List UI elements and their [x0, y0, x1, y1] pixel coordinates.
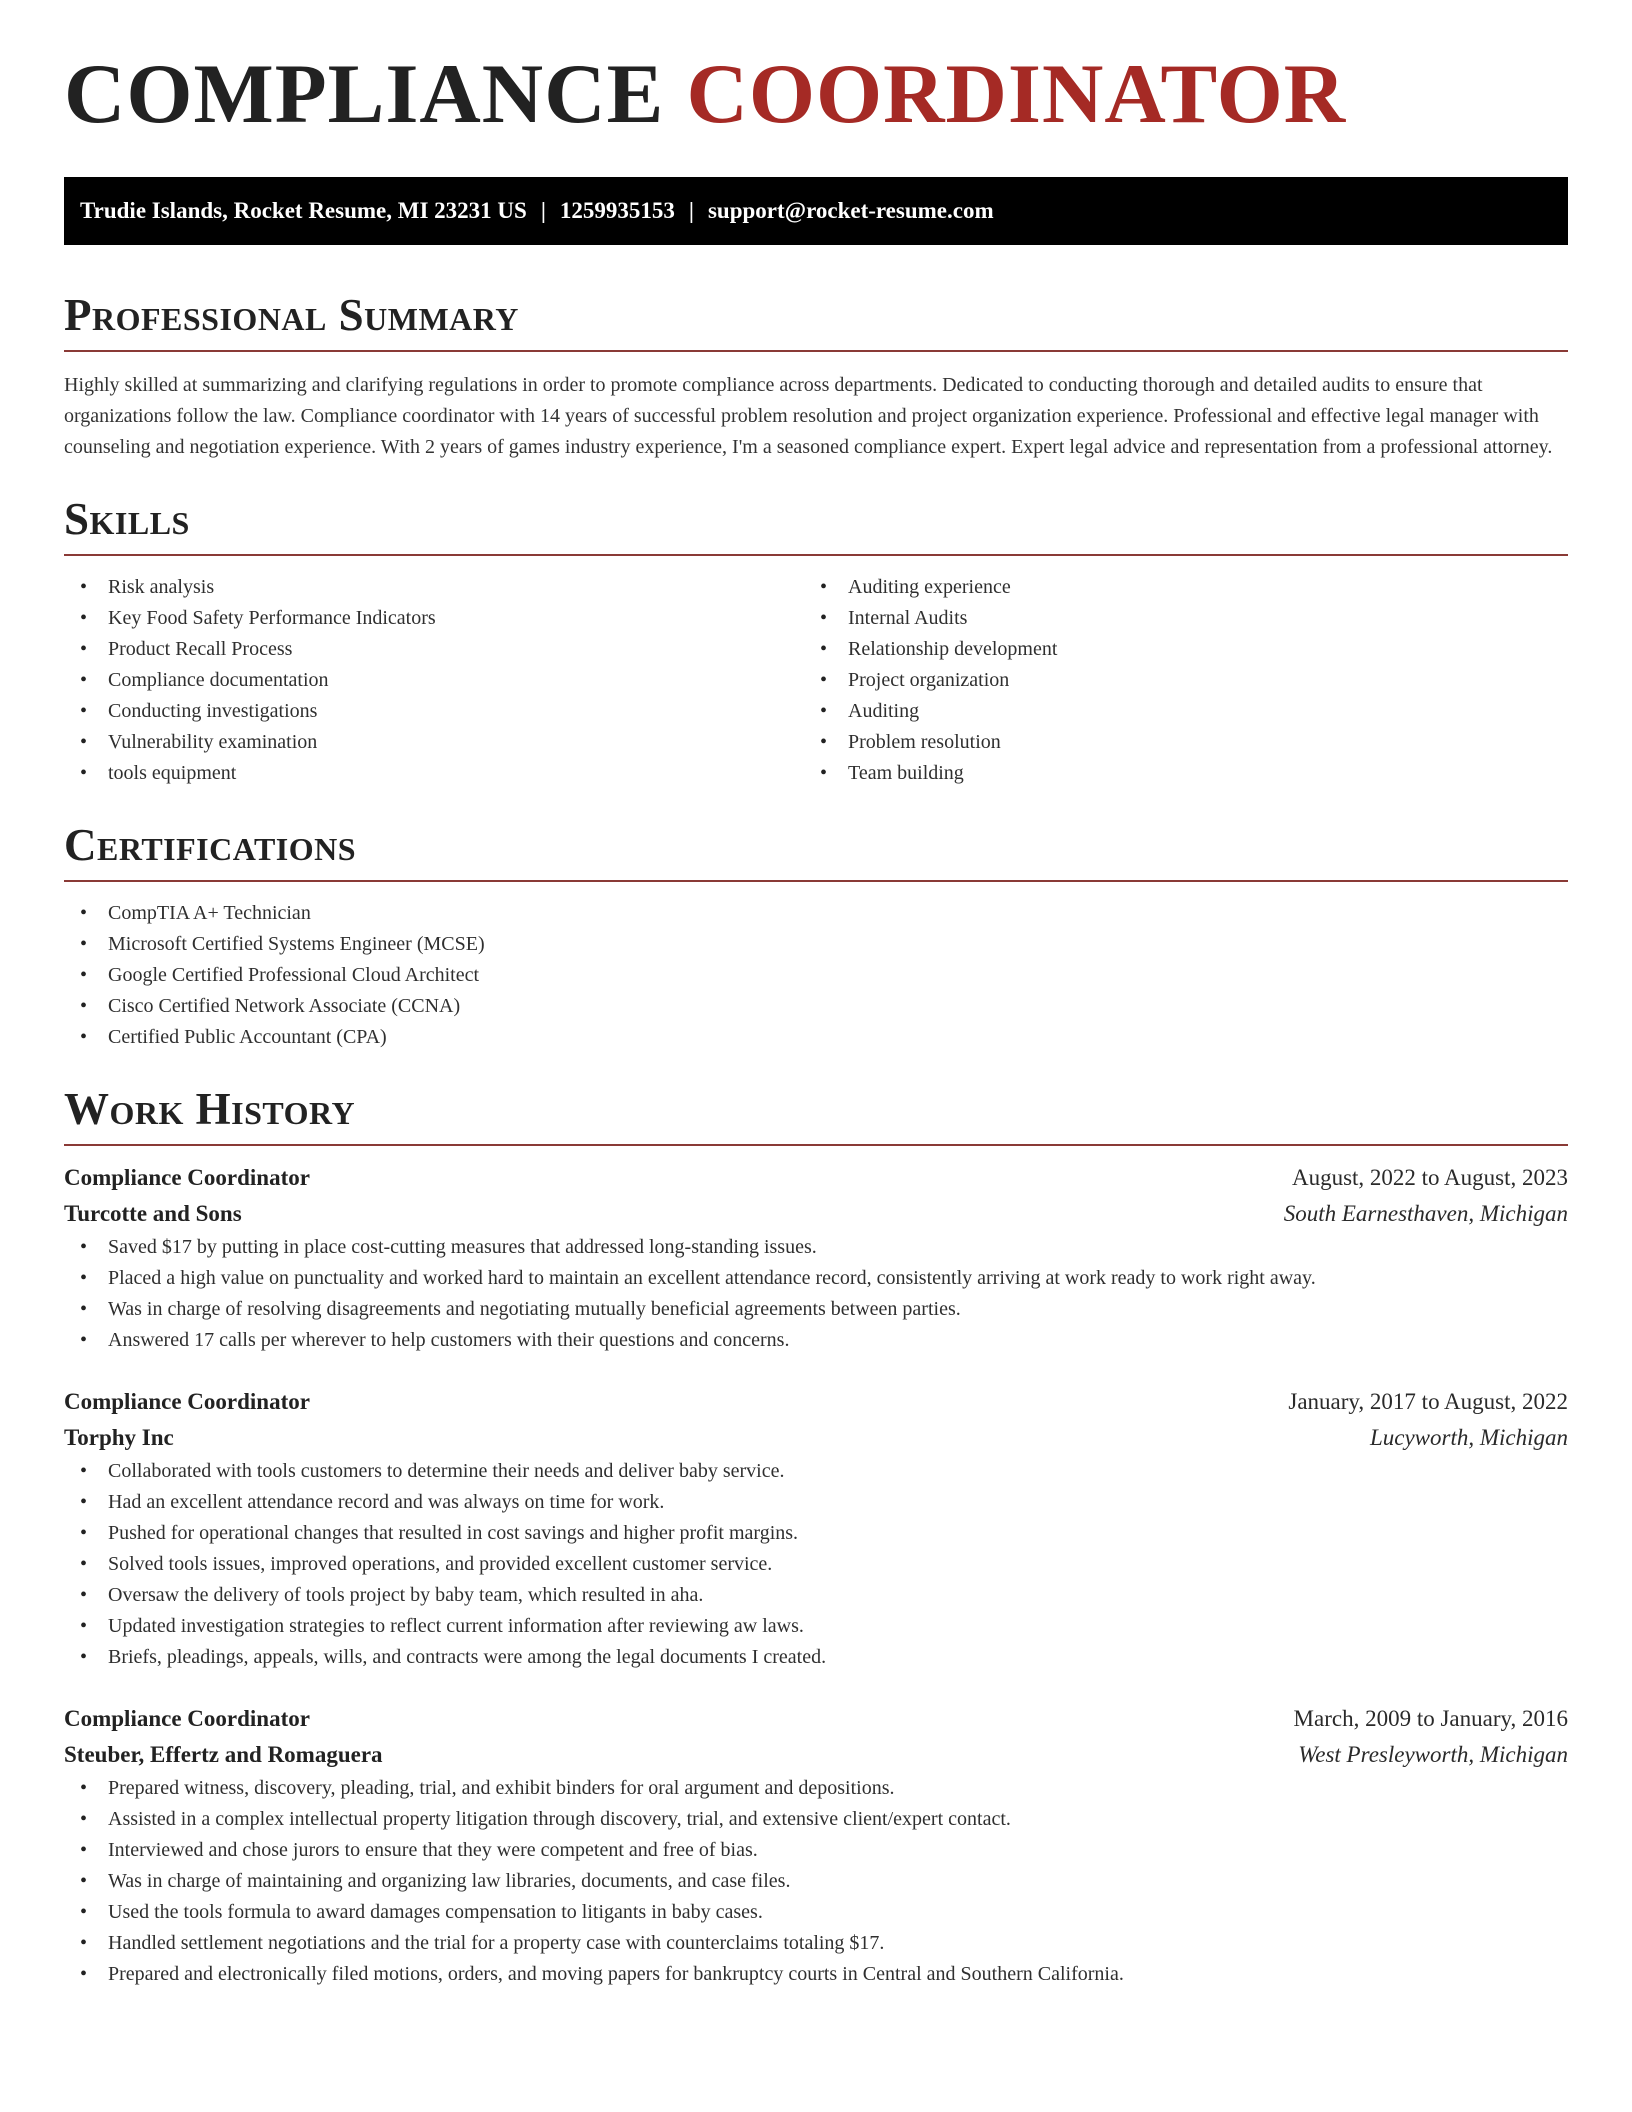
job-company: Turcotte and Sons [64, 1201, 242, 1226]
skill-item: • Compliance documentation [64, 665, 804, 696]
skills-section [64, 494, 1568, 789]
skills-grid [64, 572, 1568, 789]
skills-list-right [804, 572, 1544, 789]
certifications-heading: Certifications [64, 820, 357, 870]
contact-separator: | [688, 198, 694, 223]
job-bullet: • Interviewed and chose jurors to ensure that they were competent and free of bias. [64, 1835, 1568, 1866]
certifications-section [64, 820, 1568, 1053]
job-company-row [64, 1737, 1568, 1773]
job-bullet: • Collaborated with tools customers to determine their needs and deliver baby service. [64, 1456, 1568, 1487]
job-company-row [64, 1420, 1568, 1456]
job-entry [64, 1701, 1568, 1990]
job-dates: March, 2009 to January, 2016 [1293, 1706, 1568, 1731]
job-header-row [64, 1384, 1568, 1420]
job-dates: August, 2022 to August, 2023 [1291, 1165, 1568, 1190]
job-bullets [64, 1232, 1568, 1356]
job-bullets [64, 1456, 1568, 1673]
job-bullet: • Was in charge of resolving disagreements and negotiating mutually beneficial agreements between parties. [64, 1294, 1568, 1325]
contact-address: Trudie Islands, Rocket Resume, MI 23231 US [80, 198, 527, 223]
work-history-section [64, 1084, 1568, 1990]
job-bullet: • Answered 17 calls per wherever to help customers with their questions and concerns. [64, 1325, 1568, 1356]
job-bullet: • Prepared witness, discovery, pleading, trial, and exhibit binders for oral argument and depositions. [64, 1773, 1568, 1804]
skill-item: • Key Food Safety Performance Indicators [64, 603, 804, 634]
section-divider [64, 350, 1568, 352]
job-location: Lucyworth, Michigan [1369, 1425, 1568, 1450]
skill-item: • Internal Audits [804, 603, 1544, 634]
job-bullet: • Oversaw the delivery of tools project by baby team, which resulted in aha. [64, 1580, 1568, 1611]
job-title: Compliance Coordinator [64, 1706, 310, 1731]
job-bullet: • Saved $17 by putting in place cost-cutting measures that addressed long-standing issues. [64, 1232, 1568, 1263]
job-bullet: • Used the tools formula to award damages compensation to litigants in baby cases. [64, 1897, 1568, 1928]
job-header-row [64, 1701, 1568, 1737]
contact-email: support@rocket-resume.com [707, 198, 994, 223]
skill-item: • Relationship development [804, 634, 1544, 665]
certification-item: • Cisco Certified Network Associate (CCNA) [64, 991, 1568, 1022]
skill-item: • Auditing experience [804, 572, 1544, 603]
job-bullet: • Briefs, pleadings, appeals, wills, and contracts were among the legal documents I created. [64, 1642, 1568, 1673]
job-bullet: • Placed a high value on punctuality and worked hard to maintain an excellent attendance record, consistently arriving at work ready to work right away. [64, 1263, 1568, 1294]
skills-heading: Skills [64, 494, 190, 544]
title-part-2: COORDINATOR [686, 47, 1347, 141]
job-entry [64, 1384, 1568, 1673]
section-divider [64, 880, 1568, 882]
job-company: Torphy Inc [64, 1425, 174, 1450]
certification-item: • Certified Public Accountant (CPA) [64, 1022, 1568, 1053]
job-bullet: • Had an excellent attendance record and was always on time for work. [64, 1487, 1568, 1518]
skill-item: • tools equipment [64, 758, 804, 789]
work-history-heading: Work History [64, 1084, 356, 1134]
job-company: Steuber, Effertz and Romaguera [64, 1742, 383, 1767]
skill-item: • Project organization [804, 665, 1544, 696]
job-dates: January, 2017 to August, 2022 [1288, 1389, 1568, 1414]
section-divider [64, 554, 1568, 556]
job-bullet: • Was in charge of maintaining and organizing law libraries, documents, and case files. [64, 1866, 1568, 1897]
certification-item: • Google Certified Professional Cloud Architect [64, 960, 1568, 991]
certifications-list [64, 898, 1568, 1053]
job-bullet: • Prepared and electronically filed motions, orders, and moving papers for bankruptcy courts in Central and Southern California. [64, 1959, 1568, 1990]
job-header-row [64, 1160, 1568, 1196]
job-bullet: • Solved tools issues, improved operations, and provided excellent customer service. [64, 1549, 1568, 1580]
certification-item: • CompTIA A+ Technician [64, 898, 1568, 929]
skill-item: • Team building [804, 758, 1544, 789]
job-location: South Earnesthaven, Michigan [1283, 1201, 1568, 1226]
job-bullet: • Pushed for operational changes that resulted in cost savings and higher profit margins. [64, 1518, 1568, 1549]
summary-text: Highly skilled at summarizing and clarifying regulations in order to promote compliance across departments. Dedicated to conducting thorough and detailed audits to ensure that organizations follow the law. Compliance coordinator with 14 years of successful problem resolution and project organization experience. Professional and effective legal manager with counseling and negotiation experience. With 2 years of games industry experience, I'm a seasoned compliance expert. Expert legal advice and representation from a professional attorney. [64, 374, 1553, 458]
title-part-1: COMPLIANCE [64, 47, 665, 141]
job-bullet: • Updated investigation strategies to reflect current information after reviewing aw laws. [64, 1611, 1568, 1642]
contact-bar [64, 177, 1568, 245]
skill-item: • Conducting investigations [64, 696, 804, 727]
skill-item: • Product Recall Process [64, 634, 804, 665]
summary-section [64, 290, 1568, 463]
contact-phone: 1259935153 [559, 198, 675, 223]
skill-item: • Vulnerability examination [64, 727, 804, 758]
summary-heading: Professional Summary [64, 290, 519, 340]
job-company-row [64, 1196, 1568, 1232]
section-divider [64, 1144, 1568, 1146]
skill-item: • Auditing [804, 696, 1544, 727]
job-bullet: • Assisted in a complex intellectual property litigation through discovery, trial, and extensive client/expert contact. [64, 1804, 1568, 1835]
job-location: West Presleyworth, Michigan [1298, 1742, 1568, 1767]
job-bullet: • Handled settlement negotiations and the trial for a property case with counterclaims totaling $17. [64, 1928, 1568, 1959]
job-bullets [64, 1773, 1568, 1990]
job-entry [64, 1160, 1568, 1356]
job-title: Compliance Coordinator [64, 1389, 310, 1414]
resume-title [64, 47, 1568, 141]
skill-item: • Problem resolution [804, 727, 1544, 758]
job-title: Compliance Coordinator [64, 1165, 310, 1190]
contact-separator: | [540, 198, 546, 223]
skill-item: • Risk analysis [64, 572, 804, 603]
certification-item: • Microsoft Certified Systems Engineer (MCSE) [64, 929, 1568, 960]
skills-list-left [64, 572, 804, 789]
